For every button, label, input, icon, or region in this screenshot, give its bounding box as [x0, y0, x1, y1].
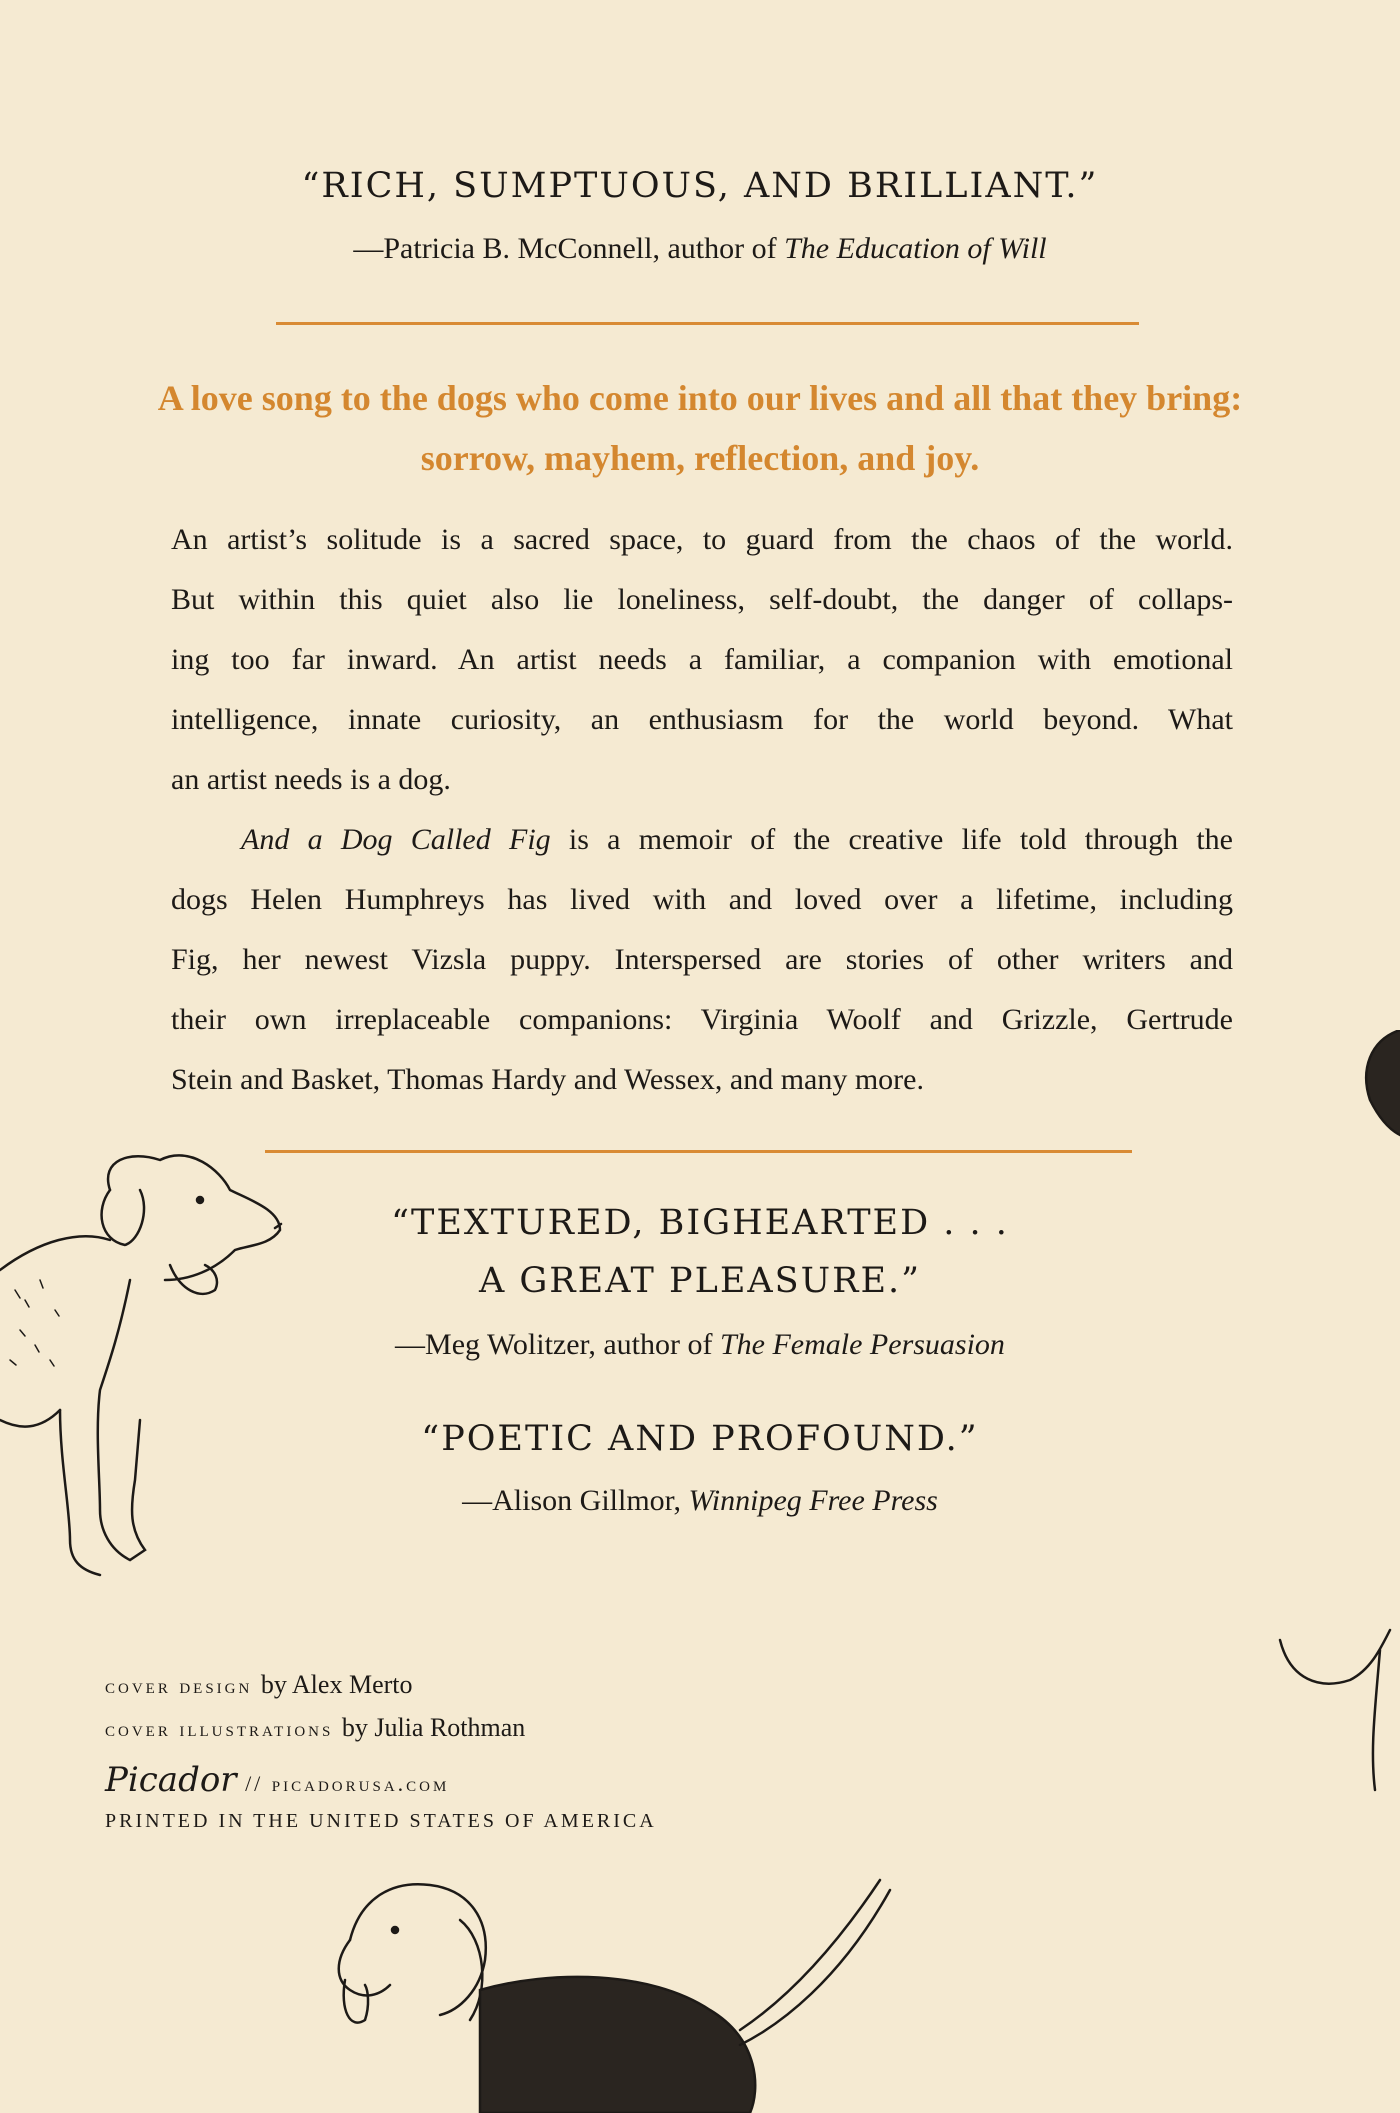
dog-illustration-bottom	[320, 1860, 920, 2113]
body-line	[171, 810, 1233, 870]
quote-3: “POETIC AND PROFOUND.”	[421, 1419, 979, 1459]
attribution-author: —Meg Wolitzer, author of	[395, 1328, 720, 1361]
dog-illustration-right	[1270, 1030, 1400, 1830]
attribution-work: Winnipeg Free Press	[688, 1484, 938, 1517]
body-line: ing too far inward. An artist needs a familiar, a companion with emotional	[171, 643, 1233, 676]
credit-cover-design	[105, 1670, 413, 1700]
website: picadorusa.com	[271, 1771, 450, 1796]
divider-middle	[265, 1150, 1132, 1153]
quote-2-line-1: “TEXTURED, BIGHEARTED . . .	[391, 1203, 1009, 1243]
attribution-author: —Alison Gillmor,	[462, 1484, 689, 1517]
quote-1: “RICH, SUMPTUOUS, AND BRILLIANT.”	[301, 166, 1099, 206]
picador-logo: Picador	[105, 1760, 237, 1800]
printed-line: PRINTED IN THE UNITED STATES OF AMERICA	[105, 1810, 657, 1832]
body-line: an artist needs is a dog.	[171, 763, 451, 796]
body-line: But within this quiet also lie loneliness, self-doubt, the danger of collaps-	[171, 583, 1233, 616]
credit-name: by Julia Rothman	[341, 1713, 526, 1742]
attribution-work: The Education of Will	[784, 232, 1047, 265]
body-copy	[171, 510, 1233, 1110]
body-line: their own irreplaceable companions: Virginia Woolf and Grizzle, Gertrude	[171, 1003, 1233, 1036]
attribution-work: The Female Persuasion	[719, 1328, 1005, 1361]
credit-label: cover illustrations	[105, 1716, 334, 1741]
publisher-line	[105, 1760, 449, 1800]
quote-1-attribution	[0, 232, 1400, 266]
body-line: Stein and Basket, Thomas Hardy and Wessex, and many more.	[171, 1063, 924, 1096]
body-text: is a memoir of the creative life told through the	[550, 823, 1233, 856]
body-line: Fig, her newest Vizsla puppy. Interspersed are stories of other writers and	[171, 943, 1233, 976]
book-title: And a Dog Called Fig	[241, 823, 551, 856]
credit-name: by Alex Merto	[260, 1670, 413, 1699]
credit-cover-illustrations	[105, 1713, 525, 1743]
divider-top	[276, 322, 1139, 325]
attribution-author: —Patricia B. McConnell, author of	[353, 232, 785, 265]
headline: A love song to the dogs who come into our lives and all that they bring: sorrow, mayhem, reflection, and joy.	[157, 378, 1243, 478]
body-line: An artist’s solitude is a sacred space, to guard from the chaos of the world.	[171, 523, 1233, 556]
body-line: dogs Helen Humphreys has lived with and loved over a lifetime, including	[171, 883, 1233, 916]
body-line: intelligence, innate curiosity, an enthusiasm for the world beyond. What	[171, 703, 1233, 736]
dog-illustration-left	[0, 1130, 300, 1650]
credit-label: cover design	[105, 1673, 253, 1698]
quote-2-line-2: A GREAT PLEASURE.”	[478, 1261, 922, 1301]
separator: //	[245, 1771, 264, 1796]
